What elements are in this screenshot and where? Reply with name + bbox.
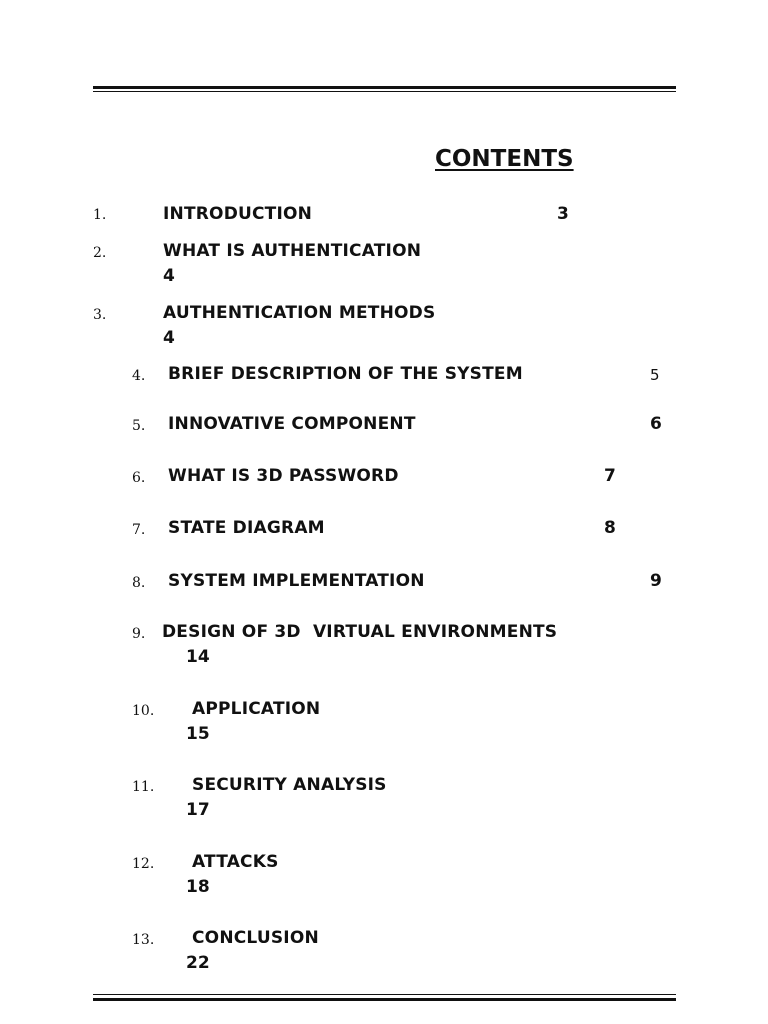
toc-page: 18 bbox=[186, 877, 210, 897]
toc-label: BRIEF DESCRIPTION OF THE SYSTEM bbox=[168, 364, 523, 384]
toc-page: 4 bbox=[163, 266, 175, 286]
contents-title: CONTENTS bbox=[435, 146, 574, 172]
toc-page: 3 bbox=[557, 204, 569, 224]
header-rule-thin bbox=[93, 91, 676, 92]
toc-page: 6 bbox=[650, 414, 662, 434]
toc-label: SECURITY ANALYSIS bbox=[192, 775, 387, 795]
toc-page: 5 bbox=[650, 366, 660, 384]
toc-number: 7. bbox=[132, 522, 146, 538]
footer-rule-thin bbox=[93, 994, 676, 995]
toc-label: DESIGN OF 3D VIRTUAL ENVIRONMENTS bbox=[162, 622, 558, 642]
toc-page: 7 bbox=[604, 466, 616, 486]
toc-number: 1. bbox=[93, 207, 107, 223]
toc-number: 8. bbox=[132, 575, 146, 591]
toc-label: ATTACKS bbox=[192, 852, 279, 872]
toc-label: WHAT IS 3D PASSWORD bbox=[168, 466, 399, 486]
toc-number: 5. bbox=[132, 418, 146, 434]
toc-label: INTRODUCTION bbox=[163, 204, 313, 224]
toc-number: 3. bbox=[93, 307, 107, 323]
toc-number: 12. bbox=[132, 856, 155, 872]
toc-page: 9 bbox=[650, 571, 662, 591]
toc-number: 4. bbox=[132, 368, 146, 384]
toc-page: 8 bbox=[604, 518, 616, 538]
toc-number: 9. bbox=[132, 626, 146, 642]
toc-page: 14 bbox=[186, 647, 210, 667]
toc-number: 6. bbox=[132, 470, 146, 486]
toc-label: INNOVATIVE COMPONENT bbox=[168, 414, 416, 434]
toc-page: 22 bbox=[186, 953, 210, 973]
toc-number: 13. bbox=[132, 932, 155, 948]
toc-label: APPLICATION bbox=[192, 699, 321, 719]
toc-page: 17 bbox=[186, 800, 210, 820]
toc-page: 4 bbox=[163, 328, 175, 348]
toc-label: SYSTEM IMPLEMENTATION bbox=[168, 571, 425, 591]
toc-label: AUTHENTICATION METHODS bbox=[163, 303, 436, 323]
footer-rule-thick bbox=[93, 998, 676, 1001]
toc-label: WHAT IS AUTHENTICATION bbox=[163, 241, 422, 261]
toc-number: 10. bbox=[132, 703, 155, 719]
toc-number: 2. bbox=[93, 245, 107, 261]
toc-label: STATE DIAGRAM bbox=[168, 518, 325, 538]
toc-number: 11. bbox=[132, 779, 155, 795]
header-rule-thick bbox=[93, 86, 676, 89]
toc-page: 15 bbox=[186, 724, 210, 744]
toc-label: CONCLUSION bbox=[192, 928, 319, 948]
